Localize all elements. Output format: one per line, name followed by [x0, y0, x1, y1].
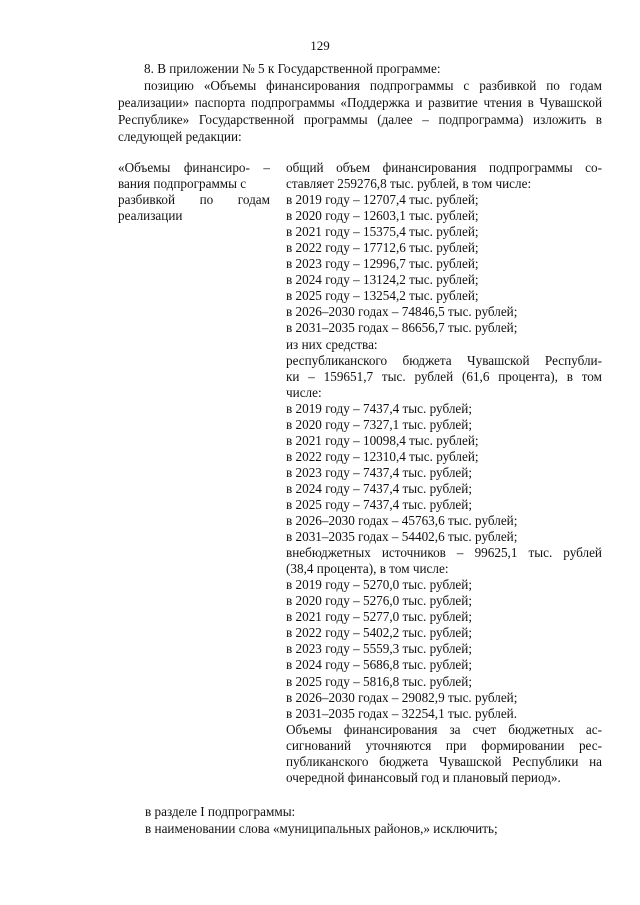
intro-paragraph: позицию «Объемы финансирования подпрограммы с разбивкой по годам реализации» паспорта подпрограммы «Поддержка и развитие чтения в Чувашской Республике» Государственной программы (далее – подпрограмма) изложить в следующей редакции: [118, 78, 602, 144]
financing-line: ки – 159651,7 тыс. рублей (61,6 процента), в том [286, 368, 602, 384]
outro-line-2: в наименовании слова «муниципальных районов,» исключить; [145, 821, 498, 836]
financing-line: в 2031–2035 годах – 54402,6 тыс. рублей; [286, 529, 518, 545]
financing-line: в 2023 году – 5559,3 тыс. рублей; [286, 641, 472, 657]
financing-line: (38,4 процента), в том числе: [286, 561, 449, 577]
financing-line: в 2022 году – 5402,2 тыс. рублей; [286, 625, 472, 641]
financing-line: публиканского бюджета Чувашской Республики на [286, 753, 602, 769]
financing-line: в 2019 году – 5270,0 тыс. рублей; [286, 577, 472, 593]
financing-line: в 2026–2030 годах – 29082,9 тыс. рублей; [286, 689, 518, 705]
financing-line: в 2022 году – 17712,6 тыс. рублей; [286, 240, 479, 256]
financing-line: в 2023 году – 7437,4 тыс. рублей; [286, 464, 472, 480]
financing-line: в 2031–2035 годах – 32254,1 тыс. рублей. [286, 705, 518, 721]
financing-line: республиканского бюджета Чувашской Республи- [286, 352, 602, 368]
financing-line: очередной финансовый год и плановый период». [286, 769, 561, 785]
left-cell-line-2: вания подпрограммы с [118, 176, 247, 191]
financing-line: в 2026–2030 годах – 74846,5 тыс. рублей; [286, 304, 518, 320]
financing-line: в 2026–2030 годах – 45763,6 тыс. рублей; [286, 513, 518, 529]
financing-line: в 2024 году – 5686,8 тыс. рублей; [286, 657, 472, 673]
financing-line: Объемы финансирования за счет бюджетных ас- [286, 721, 602, 737]
left-cell-line-3: разбивкой по годам [118, 192, 270, 207]
financing-line: сигнований уточняются при формировании рес- [286, 737, 602, 753]
financing-line: внебюджетных источников – 99625,1 тыс. рублей [286, 545, 602, 561]
financing-line: числе: [286, 384, 322, 400]
financing-line: в 2024 году – 13124,2 тыс. рублей; [286, 272, 479, 288]
intro-section [118, 60, 602, 145]
left-cell-line-1: «Объемы финансиро- – [118, 160, 270, 175]
financing-line: в 2031–2035 годах – 86656,7 тыс. рублей; [286, 320, 518, 336]
table-right-cell [286, 160, 602, 786]
left-cell-line-4: реализации [118, 208, 183, 223]
table-left-cell [118, 160, 270, 224]
financing-line: в 2019 году – 7437,4 тыс. рублей; [286, 400, 472, 416]
financing-line: в 2022 году – 12310,4 тыс. рублей; [286, 448, 479, 464]
financing-line: в 2019 году – 12707,4 тыс. рублей; [286, 192, 479, 208]
financing-line: ставляет 259276,8 тыс. рублей, в том числе: [286, 176, 532, 192]
financing-line: в 2023 году – 12996,7 тыс. рублей; [286, 256, 479, 272]
outro-line-1: в разделе I подпрограммы: [145, 804, 296, 819]
financing-line: в 2025 году – 5816,8 тыс. рублей; [286, 673, 472, 689]
financing-line: в 2025 году – 13254,2 тыс. рублей; [286, 288, 479, 304]
outro-section [145, 803, 605, 837]
financing-line: общий объем финансирования подпрограммы со- [286, 160, 602, 175]
financing-line: в 2021 году – 10098,4 тыс. рублей; [286, 432, 479, 448]
financing-line: в 2020 году – 12603,1 тыс. рублей; [286, 208, 479, 224]
intro-heading-line: 8. В приложении № 5 к Государственной программе: [144, 61, 441, 76]
page-number: 129 [310, 38, 330, 53]
financing-line: в 2020 году – 5276,0 тыс. рублей; [286, 593, 472, 609]
financing-line: в 2020 году – 7327,1 тыс. рублей; [286, 416, 472, 432]
financing-line: из них средства: [286, 336, 378, 352]
financing-line: в 2021 году – 5277,0 тыс. рублей; [286, 609, 472, 625]
financing-line: в 2024 году – 7437,4 тыс. рублей; [286, 480, 472, 496]
financing-line: в 2025 году – 7437,4 тыс. рублей; [286, 496, 472, 512]
financing-line: в 2021 году – 15375,4 тыс. рублей; [286, 224, 479, 240]
